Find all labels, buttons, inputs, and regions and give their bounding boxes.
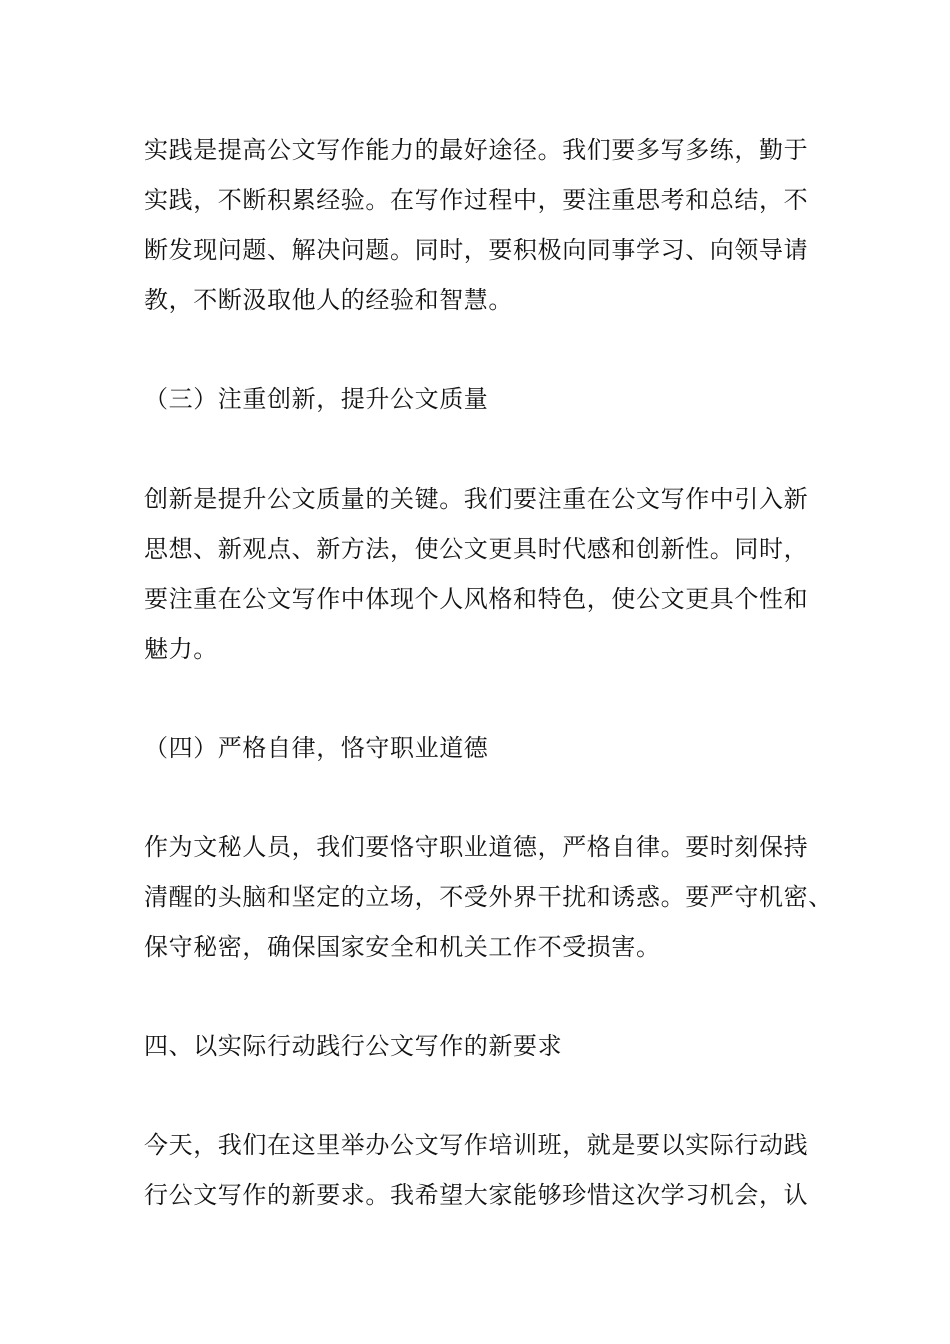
paragraph-practice-line-4: 教，不断汲取他人的经验和智慧。: [144, 286, 513, 314]
heading-discipline: （四）严格自律，恪守职业道德: [144, 734, 489, 762]
heading-section-four: 四、以实际行动践行公文写作的新要求: [144, 1032, 563, 1060]
paragraph-practice-line-2: 实践，不断积累经验。在写作过程中，要注重思考和总结，不: [144, 186, 809, 214]
paragraph-innovation-line-4: 魅力。: [144, 635, 218, 663]
paragraph-discipline-line-2: 清醒的头脑和坚定的立场，不受外界干扰和诱惑。要严守机密、: [144, 883, 833, 911]
heading-innovation: （三）注重创新，提升公文质量: [144, 385, 489, 413]
paragraph-action-line-2: 行公文写作的新要求。我希望大家能够珍惜这次学习机会，认: [144, 1181, 809, 1209]
paragraph-innovation-line-1: 创新是提升公文质量的关键。我们要注重在公文写作中引入新: [144, 485, 809, 513]
paragraph-discipline-line-1: 作为文秘人员，我们要恪守职业道德，严格自律。要时刻保持: [144, 833, 809, 861]
paragraph-innovation-line-2: 思想、新观点、新方法，使公文更具时代感和创新性。同时，: [144, 535, 809, 563]
paragraph-practice-line-3: 断发现问题、解决问题。同时，要积极向同事学习、向领导请: [144, 236, 809, 264]
paragraph-discipline-line-3: 保守秘密，确保国家安全和机关工作不受损害。: [144, 933, 661, 961]
paragraph-action-line-1: 今天，我们在这里举办公文写作培训班，就是要以实际行动践: [144, 1131, 809, 1159]
paragraph-innovation-line-3: 要注重在公文写作中体现个人风格和特色，使公文更具个性和: [144, 585, 809, 613]
paragraph-practice-line-1: 实践是提高公文写作能力的最好途径。我们要多写多练，勤于: [144, 136, 809, 164]
